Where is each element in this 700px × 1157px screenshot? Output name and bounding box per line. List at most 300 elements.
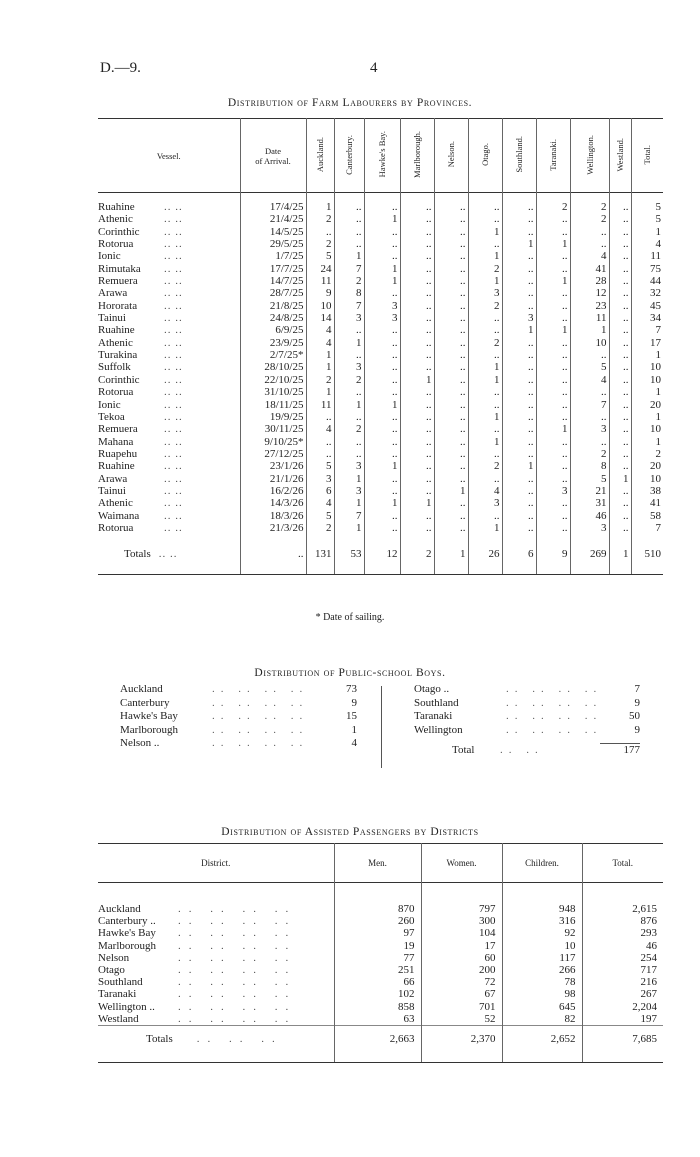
leader-dots: .. .. xyxy=(164,250,183,263)
province-count-cell: .. xyxy=(502,448,536,460)
province-count-cell: .. xyxy=(364,522,400,534)
vessel-cell xyxy=(98,423,240,435)
province-count-cell: .. xyxy=(536,448,570,460)
vessel-name: Hororata xyxy=(98,299,138,312)
children-header: Children. xyxy=(502,844,582,883)
province-count-cell: 2 xyxy=(468,263,502,275)
table-row xyxy=(98,915,663,927)
row-total-cell: 1 xyxy=(631,386,663,398)
count-cell: 300 xyxy=(421,915,502,927)
province-count-cell: .. xyxy=(434,411,468,423)
table-row xyxy=(98,300,663,312)
province-count-cell: 4 xyxy=(570,374,609,386)
totals-label: Totals xyxy=(124,548,151,561)
arrival-date-cell: 21/1/26 xyxy=(240,473,306,485)
province-count-cell: .. xyxy=(364,386,400,398)
arrival-date-cell: 28/10/25 xyxy=(240,361,306,373)
province-count-cell: .. xyxy=(536,213,570,225)
row-total-cell: 5 xyxy=(631,213,663,225)
table-row xyxy=(98,497,663,509)
arrival-date-cell: 19/9/25 xyxy=(240,411,306,423)
leader-dots: .. .. xyxy=(164,213,183,226)
page-number: 4 xyxy=(370,60,378,76)
province-total-cell: 53 xyxy=(334,542,364,566)
leader-dots: .. .. .. .. xyxy=(506,710,603,722)
province-count-cell: .. xyxy=(434,213,468,225)
province-count-cell: 9 xyxy=(306,287,334,299)
leader-dots: .. .. .. .. xyxy=(178,903,297,915)
table-row xyxy=(98,952,663,964)
table-row xyxy=(98,976,663,988)
leader-dots: .. .. xyxy=(164,386,183,399)
province-count-cell: .. xyxy=(400,361,434,373)
province-count-cell: .. xyxy=(536,300,570,312)
province-count-cell: .. xyxy=(400,226,434,238)
vessel-cell xyxy=(98,287,240,299)
vessel-cell xyxy=(98,386,240,398)
province-count-cell: 11 xyxy=(306,275,334,287)
table-row xyxy=(98,411,663,423)
list-item xyxy=(120,737,360,751)
province-count-cell: .. xyxy=(434,460,468,472)
district-total-cell: 254 xyxy=(582,952,663,964)
province-count-cell: .. xyxy=(334,448,364,460)
province-count-cell: .. xyxy=(400,399,434,411)
province-count-cell: .. xyxy=(502,275,536,287)
province-count-cell: 2 xyxy=(334,374,364,386)
row-total-cell: 32 xyxy=(631,287,663,299)
province-count-cell: 1 xyxy=(468,374,502,386)
arrival-date-cell: 17/7/25 xyxy=(240,263,306,275)
province-count-cell: 8 xyxy=(334,287,364,299)
province-count-cell: .. xyxy=(434,324,468,336)
province-count-cell: 11 xyxy=(570,312,609,324)
column-divider xyxy=(381,686,382,768)
row-total-cell: 41 xyxy=(631,497,663,509)
count-cell: 66 xyxy=(334,976,421,988)
province-count-cell: .. xyxy=(434,361,468,373)
total-label: Total xyxy=(452,744,475,756)
vessel-cell xyxy=(98,399,240,411)
table-row xyxy=(98,312,663,324)
table-row xyxy=(98,510,663,522)
vessel-name: Tekoa xyxy=(98,410,125,423)
province-count-cell: 5 xyxy=(306,460,334,472)
count-cell: 77 xyxy=(334,952,421,964)
province-count-cell: .. xyxy=(364,411,400,423)
table-row xyxy=(98,522,663,534)
province-count-cell: .. xyxy=(502,423,536,435)
district-cell xyxy=(98,915,334,927)
district-total-cell: 46 xyxy=(582,940,663,952)
vessel-name: Ruapehu xyxy=(98,447,138,460)
district-name: Southland xyxy=(414,696,459,709)
row-total-cell: 4 xyxy=(631,238,663,250)
leader-dots: .. .. xyxy=(164,423,183,436)
province-count-cell: .. xyxy=(609,374,631,386)
leader-dots: .. .. xyxy=(164,324,183,337)
province-count-cell: .. xyxy=(434,436,468,448)
arrival-date-cell: 21/4/25 xyxy=(240,213,306,225)
province-count-cell: .. xyxy=(536,250,570,262)
province-count-cell: 2 xyxy=(306,213,334,225)
province-header: Wellington. xyxy=(570,119,609,193)
table-row xyxy=(98,361,663,373)
district-name: Wellington xyxy=(414,723,463,736)
district-name: Nelson xyxy=(98,951,130,964)
table-row xyxy=(98,448,663,460)
vessel-cell xyxy=(98,522,240,534)
list-item xyxy=(414,683,640,697)
province-count-cell: .. xyxy=(536,473,570,485)
leader-dots: .. .. xyxy=(164,398,183,411)
province-count-cell: .. xyxy=(434,473,468,485)
count-cell: 645 xyxy=(502,1001,582,1013)
province-count-cell: 10 xyxy=(570,337,609,349)
vessel-cell xyxy=(98,436,240,448)
vessel-cell xyxy=(98,312,240,324)
province-count-cell: .. xyxy=(609,226,631,238)
province-count-cell: 1 xyxy=(502,460,536,472)
province-count-cell: .. xyxy=(400,287,434,299)
district-cell xyxy=(98,940,334,952)
province-count-cell: .. xyxy=(400,201,434,213)
district-name: Westland xyxy=(98,1012,139,1025)
arrival-date-cell: 18/11/25 xyxy=(240,399,306,411)
table-row xyxy=(98,201,663,213)
district-name: Otago .. xyxy=(414,683,450,695)
count-cell: 78 xyxy=(502,976,582,988)
province-count-cell: .. xyxy=(400,238,434,250)
province-header: Auckland. xyxy=(306,119,334,193)
farm-labourers-table xyxy=(98,118,663,575)
district-cell xyxy=(98,1013,334,1026)
table-row xyxy=(98,473,663,485)
province-count-cell: 1 xyxy=(609,473,631,485)
count-cell: 17 xyxy=(421,940,502,952)
count-cell: 260 xyxy=(334,915,421,927)
province-count-cell: .. xyxy=(400,312,434,324)
arrival-date-cell: 14/7/25 xyxy=(240,275,306,287)
vessel-name: Suffolk xyxy=(98,361,131,374)
province-count-cell: 1 xyxy=(334,337,364,349)
table-row xyxy=(98,250,663,262)
province-count-cell: .. xyxy=(364,349,400,361)
province-count-cell: .. xyxy=(609,361,631,373)
province-count-cell: 1 xyxy=(334,399,364,411)
province-count-cell: .. xyxy=(400,460,434,472)
province-count-cell: 8 xyxy=(570,460,609,472)
province-count-cell: 1 xyxy=(364,263,400,275)
arrival-date-cell: 23/1/26 xyxy=(240,460,306,472)
province-count-cell: .. xyxy=(609,485,631,497)
province-count-cell: .. xyxy=(468,238,502,250)
arrival-date-cell: 18/3/26 xyxy=(240,510,306,522)
assisted-table-header xyxy=(98,844,663,883)
province-count-cell: .. xyxy=(609,337,631,349)
district-name: Canterbury xyxy=(120,696,170,709)
district-total-cell: 293 xyxy=(582,927,663,939)
province-count-cell: 1 xyxy=(468,250,502,262)
footnote: * Date of sailing. xyxy=(315,612,385,623)
count-cell: 316 xyxy=(502,915,582,927)
province-count-cell: 3 xyxy=(536,485,570,497)
province-count-cell: .. xyxy=(400,473,434,485)
table-row xyxy=(98,238,663,250)
province-count-cell: .. xyxy=(434,448,468,460)
leader-dots: .. .. .. .. xyxy=(178,964,297,977)
province-count-cell: .. xyxy=(434,399,468,411)
province-count-cell: 7 xyxy=(334,263,364,275)
leader-dots: .. .. .. .. xyxy=(178,988,297,1001)
table-row xyxy=(98,337,663,349)
district-cell xyxy=(98,1001,334,1013)
province-count-cell: 2 xyxy=(570,448,609,460)
table-row xyxy=(98,386,663,398)
row-total-cell: 20 xyxy=(631,460,663,472)
province-count-cell: 3 xyxy=(334,460,364,472)
table-row xyxy=(98,988,663,1000)
province-header: Nelson. xyxy=(434,119,468,193)
province-count-cell: 1 xyxy=(364,213,400,225)
boys-count: 73 xyxy=(346,683,357,695)
province-count-cell: 1 xyxy=(536,324,570,336)
assisted-passengers-title: Distribution of Assisted Passengers by Districts xyxy=(221,826,479,838)
leader-dots: .. .. xyxy=(164,484,183,497)
province-count-cell: .. xyxy=(364,510,400,522)
province-total-cell: 26 xyxy=(468,542,502,566)
province-count-cell: .. xyxy=(434,386,468,398)
leader-dots: .. .. xyxy=(164,435,183,448)
province-count-cell: 2 xyxy=(334,275,364,287)
province-count-cell: 12 xyxy=(570,287,609,299)
arrival-date-cell: 21/8/25 xyxy=(240,300,306,312)
province-total-cell: 1 xyxy=(434,542,468,566)
leader-dots: .. .. .. .. xyxy=(178,927,297,940)
row-total-cell: 2 xyxy=(631,448,663,460)
leader-dots: .. .. xyxy=(164,238,183,251)
province-count-cell: 10 xyxy=(306,300,334,312)
province-count-cell: .. xyxy=(434,522,468,534)
table-row xyxy=(98,460,663,472)
leader-dots: .. .. xyxy=(164,262,183,275)
province-count-cell: 1 xyxy=(468,436,502,448)
list-item xyxy=(414,697,640,711)
leader-dots: .. .. xyxy=(164,275,183,288)
totals-date-cell: .. xyxy=(240,542,306,566)
vessel-cell xyxy=(98,411,240,423)
district-total-cell: 717 xyxy=(582,964,663,976)
vessel-cell xyxy=(98,201,240,213)
province-count-cell: .. xyxy=(334,226,364,238)
count-cell: 102 xyxy=(334,988,421,1000)
province-count-cell: .. xyxy=(536,522,570,534)
province-count-cell: 1 xyxy=(468,226,502,238)
vessel-cell xyxy=(98,226,240,238)
men-header: Men. xyxy=(334,844,421,883)
vessel-cell xyxy=(98,497,240,509)
province-count-cell: .. xyxy=(609,460,631,472)
district-name: Hawke's Bay xyxy=(98,927,156,940)
leader-dots: .. .. .. .. xyxy=(178,1012,297,1025)
leader-dots: .. .. xyxy=(164,361,183,374)
vessel-name: Ruahine xyxy=(98,460,135,473)
table-row xyxy=(98,1013,663,1026)
district-name: Taranaki xyxy=(414,710,453,722)
province-count-cell: .. xyxy=(364,287,400,299)
province-count-cell: 7 xyxy=(570,399,609,411)
row-total-cell: 1 xyxy=(631,436,663,448)
leader-dots: .. .. .. .. xyxy=(506,683,603,695)
province-count-cell: 4 xyxy=(306,423,334,435)
province-count-cell: 1 xyxy=(536,238,570,250)
province-count-cell: .. xyxy=(468,324,502,336)
vessel-name: Ionic xyxy=(98,250,121,263)
province-count-cell: .. xyxy=(502,436,536,448)
province-count-cell: .. xyxy=(434,263,468,275)
arrival-date-cell: 23/9/25 xyxy=(240,337,306,349)
list-item xyxy=(414,710,640,724)
leader-dots: .. .. xyxy=(164,201,183,213)
province-count-cell: .. xyxy=(502,263,536,275)
row-total-cell: 10 xyxy=(631,473,663,485)
boys-left-column xyxy=(120,683,360,751)
province-count-cell: 3 xyxy=(570,522,609,534)
leader-dots: .. .. xyxy=(164,299,183,312)
table-row xyxy=(98,964,663,976)
column-total-cell: 2,652 xyxy=(502,1026,582,1053)
district-name: Southland xyxy=(98,976,143,989)
province-header: Marlborough. xyxy=(400,119,434,193)
province-count-cell: 14 xyxy=(306,312,334,324)
province-count-cell: 7 xyxy=(334,300,364,312)
row-total-cell: 58 xyxy=(631,510,663,522)
district-name: Auckland xyxy=(98,903,141,915)
count-cell: 82 xyxy=(502,1013,582,1026)
table-row xyxy=(98,436,663,448)
province-count-cell: 1 xyxy=(334,497,364,509)
count-cell: 797 xyxy=(421,903,502,915)
vessel-cell xyxy=(98,485,240,497)
vessel-cell xyxy=(98,250,240,262)
province-count-cell: .. xyxy=(502,213,536,225)
row-total-cell: 17 xyxy=(631,337,663,349)
province-count-cell: 46 xyxy=(570,510,609,522)
province-count-cell: 1 xyxy=(306,349,334,361)
district-name: Taranaki xyxy=(98,988,137,1001)
province-count-cell: 6 xyxy=(306,485,334,497)
province-count-cell: 7 xyxy=(334,510,364,522)
province-count-cell: .. xyxy=(364,324,400,336)
table-row xyxy=(98,287,663,299)
province-count-cell: 3 xyxy=(334,485,364,497)
table-row xyxy=(98,374,663,386)
table-row xyxy=(98,263,663,275)
column-total-cell: 2,370 xyxy=(421,1026,502,1053)
province-count-cell: .. xyxy=(400,448,434,460)
province-count-cell: 5 xyxy=(570,361,609,373)
district-cell xyxy=(98,927,334,939)
farm-labourers-title: Distribution of Farm Labourers by Provinces. xyxy=(227,97,473,109)
total-value: 177 xyxy=(623,744,640,756)
province-count-cell: .. xyxy=(434,312,468,324)
province-count-cell: 4 xyxy=(570,250,609,262)
grand-total-cell: 7,685 xyxy=(582,1026,663,1053)
province-count-cell: .. xyxy=(609,287,631,299)
province-count-cell: 4 xyxy=(306,337,334,349)
province-count-cell: .. xyxy=(609,201,631,213)
vessel-cell xyxy=(98,238,240,250)
row-total-cell: 10 xyxy=(631,423,663,435)
province-count-cell: 3 xyxy=(364,312,400,324)
province-count-cell: .. xyxy=(536,312,570,324)
arrival-date-cell: 22/10/25 xyxy=(240,374,306,386)
district-name: Auckland xyxy=(120,683,163,695)
province-count-cell: .. xyxy=(502,411,536,423)
province-count-cell: .. xyxy=(468,201,502,213)
leader-dots: .. .. xyxy=(164,349,183,362)
province-count-cell: .. xyxy=(334,349,364,361)
count-cell: 19 xyxy=(334,940,421,952)
province-count-cell: .. xyxy=(502,201,536,213)
province-count-cell: .. xyxy=(434,374,468,386)
leader-dots: .. .. .. .. xyxy=(178,939,297,952)
province-count-cell: .. xyxy=(502,386,536,398)
province-count-cell: 1 xyxy=(306,201,334,213)
row-total-cell: 7 xyxy=(631,522,663,534)
province-total-cell: 2 xyxy=(400,542,434,566)
leader-dots: .. .. xyxy=(164,312,183,325)
province-count-cell: 2 xyxy=(468,337,502,349)
total-header: Total. xyxy=(631,119,663,193)
count-cell: 67 xyxy=(421,988,502,1000)
leader-dots: .. .. xyxy=(164,447,183,460)
province-count-cell: .. xyxy=(536,226,570,238)
province-count-cell: .. xyxy=(536,337,570,349)
vessel-name: Athenic xyxy=(98,497,133,510)
province-count-cell: .. xyxy=(364,201,400,213)
province-count-cell: .. xyxy=(364,337,400,349)
boys-count: 9 xyxy=(351,696,357,709)
province-header: Canterbury. xyxy=(334,119,364,193)
province-count-cell: .. xyxy=(400,522,434,534)
vessel-name: Corinthic xyxy=(98,373,140,386)
arrival-date-cell: 1/7/25 xyxy=(240,250,306,262)
province-count-cell: .. xyxy=(502,226,536,238)
leader-dots: .. .. xyxy=(164,287,183,300)
province-count-cell: .. xyxy=(468,510,502,522)
province-count-cell: .. xyxy=(468,448,502,460)
leader-dots: .. .. .. .. xyxy=(178,1000,297,1013)
province-count-cell: 2 xyxy=(570,201,609,213)
totals-label-cell xyxy=(98,1026,334,1053)
row-total-cell: 44 xyxy=(631,275,663,287)
boys-count: 1 xyxy=(351,723,357,736)
province-count-cell: 24 xyxy=(306,263,334,275)
province-count-cell: 3 xyxy=(468,497,502,509)
vessel-name: Ruahine xyxy=(98,201,135,213)
district-header: District. xyxy=(201,858,231,868)
count-cell: 701 xyxy=(421,1001,502,1013)
count-cell: 266 xyxy=(502,964,582,976)
row-total-cell: 7 xyxy=(631,324,663,336)
province-count-cell: 28 xyxy=(570,275,609,287)
province-count-cell: .. xyxy=(609,436,631,448)
column-total-cell: 2,663 xyxy=(334,1026,421,1053)
province-count-cell: .. xyxy=(502,349,536,361)
province-total-cell: 269 xyxy=(570,542,609,566)
province-count-cell: .. xyxy=(570,386,609,398)
